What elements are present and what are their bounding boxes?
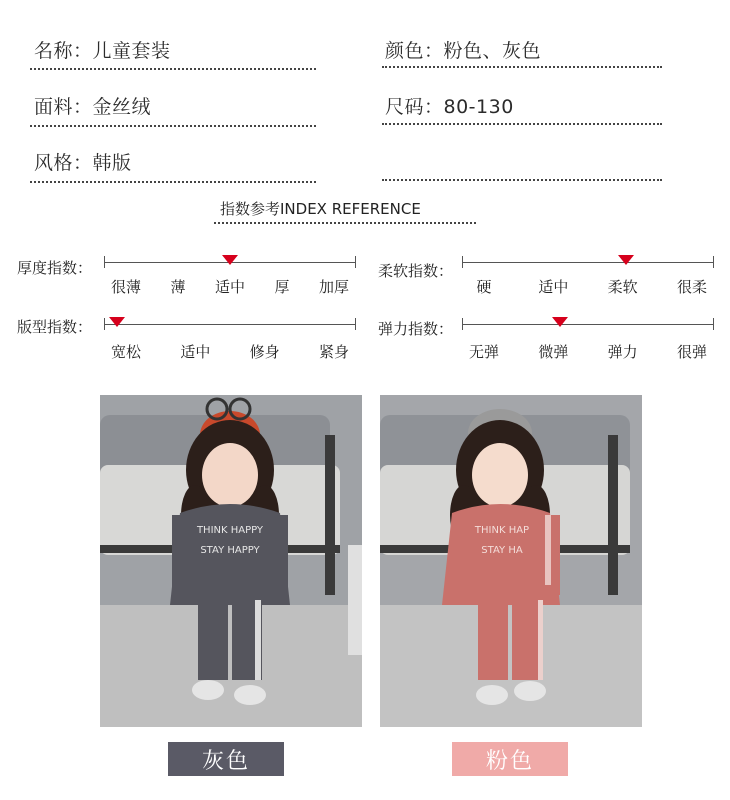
gray-shirt-text-2: STAY HAPPY bbox=[200, 545, 260, 556]
fit-option: 宽松 bbox=[110, 343, 142, 361]
fit-marker bbox=[109, 317, 125, 327]
softness-option: 很柔 bbox=[676, 278, 708, 296]
thickness-option: 很薄 bbox=[110, 278, 142, 296]
pink-color-label-text: 粉色 bbox=[485, 748, 534, 774]
softness-label: 柔软指数： bbox=[378, 262, 454, 280]
softness-option: 硬 bbox=[476, 278, 492, 296]
elasticity-option: 很弹 bbox=[676, 343, 708, 361]
elasticity-option: 弹力 bbox=[607, 343, 638, 361]
thickness-option: 厚 bbox=[274, 278, 290, 296]
elasticity-option: 微弹 bbox=[538, 343, 569, 361]
thickness-label: 厚度指数： bbox=[17, 259, 93, 277]
elasticity-option: 无弹 bbox=[468, 343, 500, 361]
thickness-scale bbox=[104, 258, 356, 268]
elasticity-label: 弹力指数： bbox=[378, 320, 454, 338]
pink-outfit-photo bbox=[380, 395, 642, 727]
elasticity-scale bbox=[462, 320, 714, 330]
spec-color: 颜色：粉色、灰色 bbox=[385, 40, 542, 62]
spec-empty-underline bbox=[382, 179, 662, 181]
spec-fabric: 面料：金丝绒 bbox=[34, 96, 152, 118]
softness-option: 柔软 bbox=[607, 278, 638, 296]
softness-scale bbox=[462, 258, 714, 268]
thickness-option: 适中 bbox=[214, 278, 246, 296]
pink-color-label bbox=[452, 742, 568, 776]
index-reference-underline bbox=[214, 222, 476, 224]
softness-marker bbox=[618, 255, 634, 265]
fit-scale bbox=[104, 320, 356, 330]
fit-option: 适中 bbox=[180, 343, 211, 361]
spec-style-underline bbox=[30, 181, 316, 183]
gray-color-label bbox=[168, 742, 284, 776]
spec-color-underline bbox=[382, 66, 662, 68]
spec-name-underline bbox=[30, 68, 316, 70]
spec-size: 尺码：80-130 bbox=[385, 96, 514, 118]
gray-outfit-illustration bbox=[100, 395, 362, 727]
thickness-option: 薄 bbox=[170, 278, 186, 296]
spec-style: 风格：韩版 bbox=[34, 152, 132, 174]
gray-color-label-text: 灰色 bbox=[201, 748, 250, 774]
index-reference-title: 指数参考INDEX REFERENCE bbox=[220, 200, 421, 218]
elasticity-marker bbox=[552, 317, 568, 327]
fit-option: 紧身 bbox=[318, 343, 350, 361]
spec-name: 名称：儿童套装 bbox=[34, 40, 171, 62]
spec-size-underline bbox=[382, 123, 662, 125]
gray-shirt-text-1: THINK HAPPY bbox=[196, 525, 264, 536]
fit-label: 版型指数： bbox=[17, 318, 93, 336]
softness-option: 适中 bbox=[538, 278, 569, 296]
pink-shirt-text-2: STAY HA bbox=[481, 545, 523, 556]
pink-outfit-illustration bbox=[380, 395, 642, 727]
pink-shirt-text-1: THINK HAP bbox=[474, 525, 530, 536]
thickness-marker bbox=[222, 255, 238, 265]
thickness-option: 加厚 bbox=[318, 278, 350, 296]
spec-fabric-underline bbox=[30, 125, 316, 127]
gray-outfit-photo bbox=[100, 395, 362, 727]
fit-option: 修身 bbox=[249, 343, 280, 361]
